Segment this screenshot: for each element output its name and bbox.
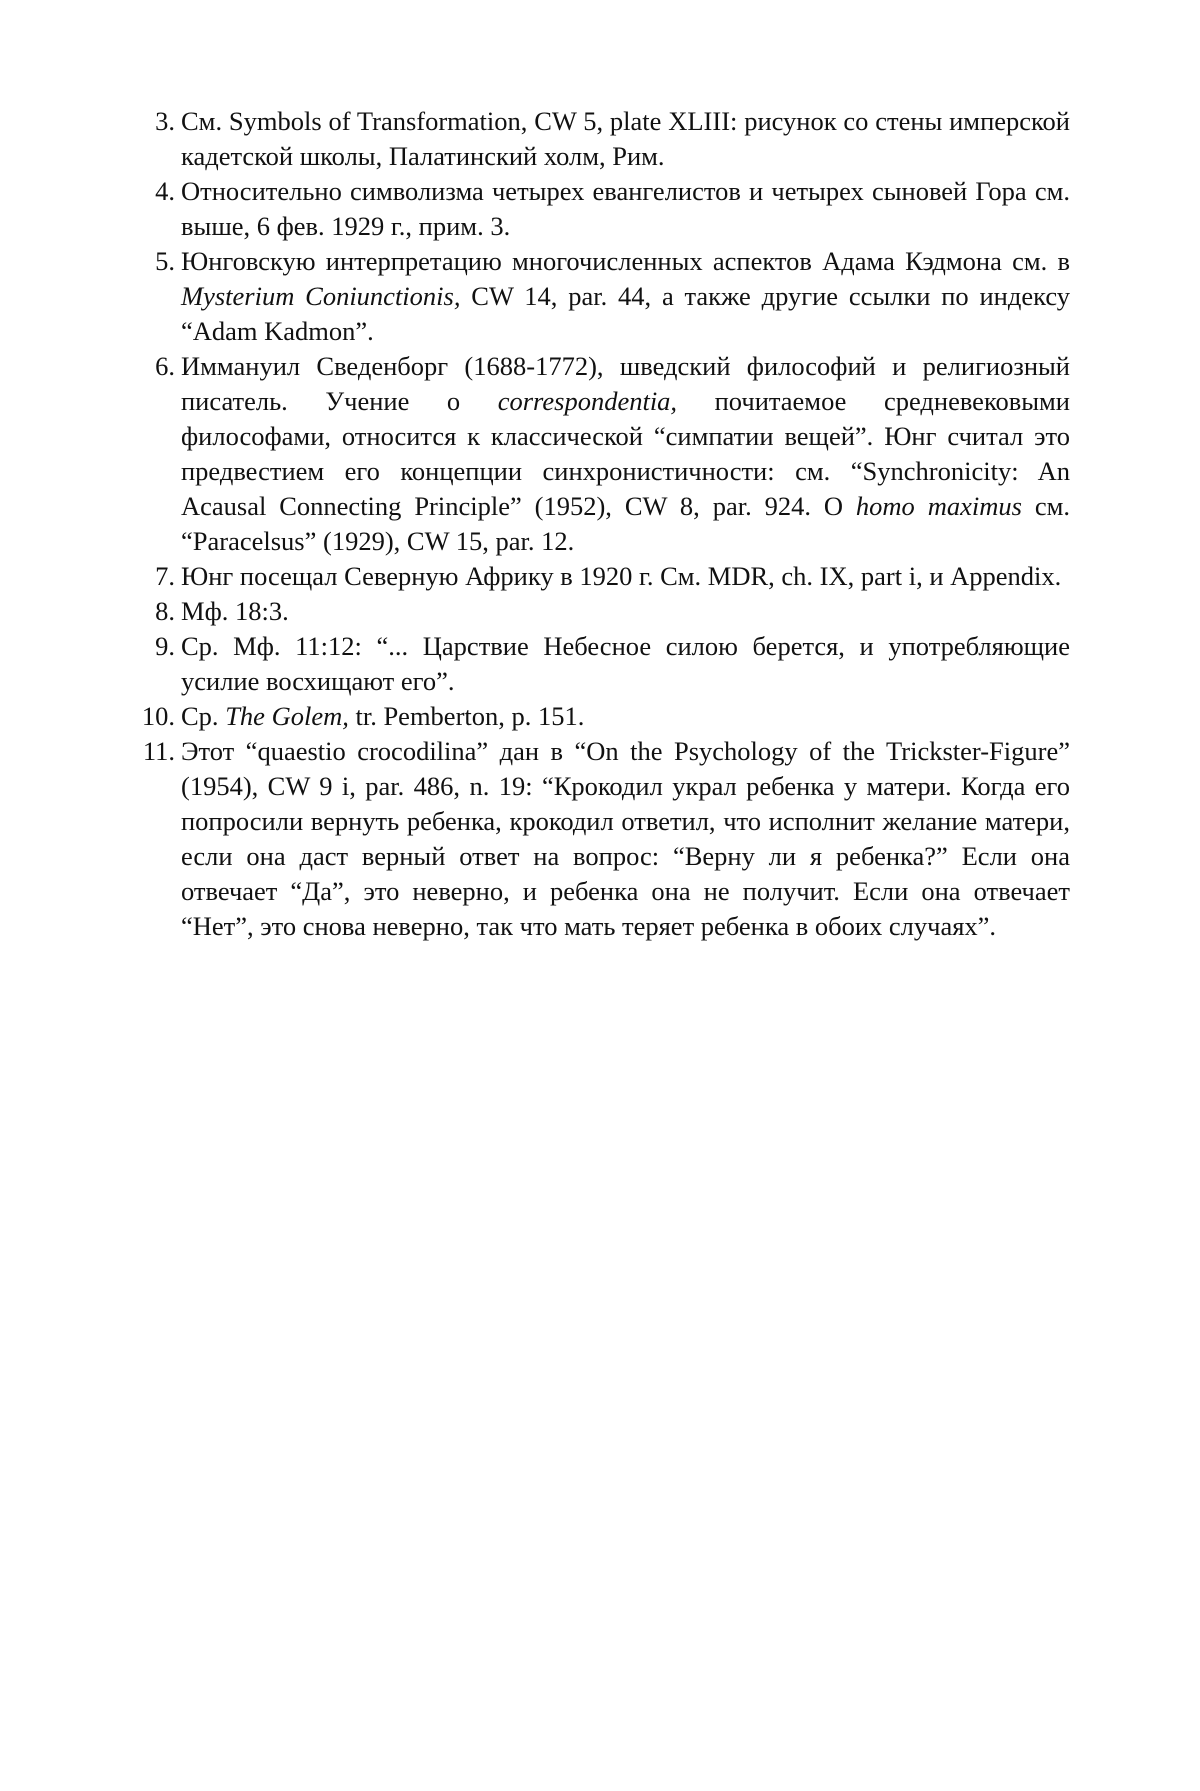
footnote-text: Юнг посещал Северную Африку в 1920 г. См. MDR, ch. IX, part i, и Appendix. bbox=[181, 561, 1061, 591]
footnote-italic-term: homo maximus bbox=[856, 491, 1022, 521]
footnote-text: Этот “quaestio crocodilina” дан в “On the Psychology of the Trickster-Figure” (1954), CW 9 i, par. 486, n. 19: “Крокодил украл ребенка у матери. Когда его попросили вернуть ребенка, крокодил ответил, что исполнит желание матери, если она даст верный ответ на вопрос: “Верну ли я ребенка?” Если она отвечает “Да”, это неверно, и ребенка она не получит. Если она отвечает “Нет”, это снова неверно, так что мать теряет ребенка в обоих случаях”. bbox=[181, 736, 1070, 941]
footnote-text: Мф. 18:3. bbox=[181, 596, 289, 626]
footnote-italic-title: Mysterium Coniunctionis, bbox=[181, 281, 460, 311]
footnote-number: 4. bbox=[125, 174, 175, 209]
footnote-number: 7. bbox=[125, 559, 175, 594]
footnote-text: см. “Paracelsus” (1929), CW 15, par. 12. bbox=[181, 491, 1070, 556]
footnote-italic-title: The Golem, bbox=[225, 701, 349, 731]
footnote-5 bbox=[125, 244, 1070, 349]
footnote-text: Ср. Мф. 11:12: “... Царствие Небесное силою берется, и употребляющие усилие восхищают его”. bbox=[181, 631, 1070, 696]
footnote-text: Юнговскую интерпретацию многочисленных аспектов Адама Кэдмона см. в bbox=[181, 246, 1070, 276]
footnote-text: CW 14, par. 44, а также другие ссылки по индексу “Adam Kadmon”. bbox=[181, 281, 1070, 346]
footnote-4 bbox=[125, 174, 1070, 244]
footnote-number: 8. bbox=[125, 594, 175, 629]
footnote-text: почитаемое средневековыми философами, относится к классической “симпатии вещей”. Юнг считал это предвестием его концепции синхронистичности: см. “Synchronicity: An Acausal Connecting Principle” (1952), CW 8, par. 924. О bbox=[181, 386, 1070, 521]
footnote-3 bbox=[125, 104, 1070, 174]
footnote-number: 11. bbox=[125, 734, 175, 769]
footnote-text: Относительно символизма четырех евангелистов и четырех сыновей Гора см. выше, 6 фев. 1929 г., прим. 3. bbox=[181, 176, 1070, 241]
footnote-11 bbox=[125, 734, 1070, 944]
footnote-6 bbox=[125, 349, 1070, 559]
document-page bbox=[0, 0, 1200, 1791]
footnote-9 bbox=[125, 629, 1070, 699]
footnote-10 bbox=[125, 699, 1070, 734]
footnote-number: 6. bbox=[125, 349, 175, 384]
footnote-number: 9. bbox=[125, 629, 175, 664]
footnote-text: Иммануил Сведенборг (1688-1772), шведский философий и религиозный писатель. Учение о bbox=[181, 351, 1070, 416]
footnote-text: tr. Pemberton, p. 151. bbox=[349, 701, 585, 731]
footnote-8 bbox=[125, 594, 1070, 629]
footnote-italic-term: correspondentia, bbox=[498, 386, 677, 416]
footnote-number: 5. bbox=[125, 244, 175, 279]
footnote-7 bbox=[125, 559, 1070, 594]
footnote-number: 3. bbox=[125, 104, 175, 139]
footnote-text: См. Symbols of Transformation, CW 5, plate XLIII: рисунок со стены имперской кадетской школы, Палатинский холм, Рим. bbox=[181, 106, 1070, 171]
footnotes-list bbox=[125, 104, 1070, 944]
footnote-text: Ср. bbox=[181, 701, 225, 731]
footnote-number: 10. bbox=[125, 699, 175, 734]
